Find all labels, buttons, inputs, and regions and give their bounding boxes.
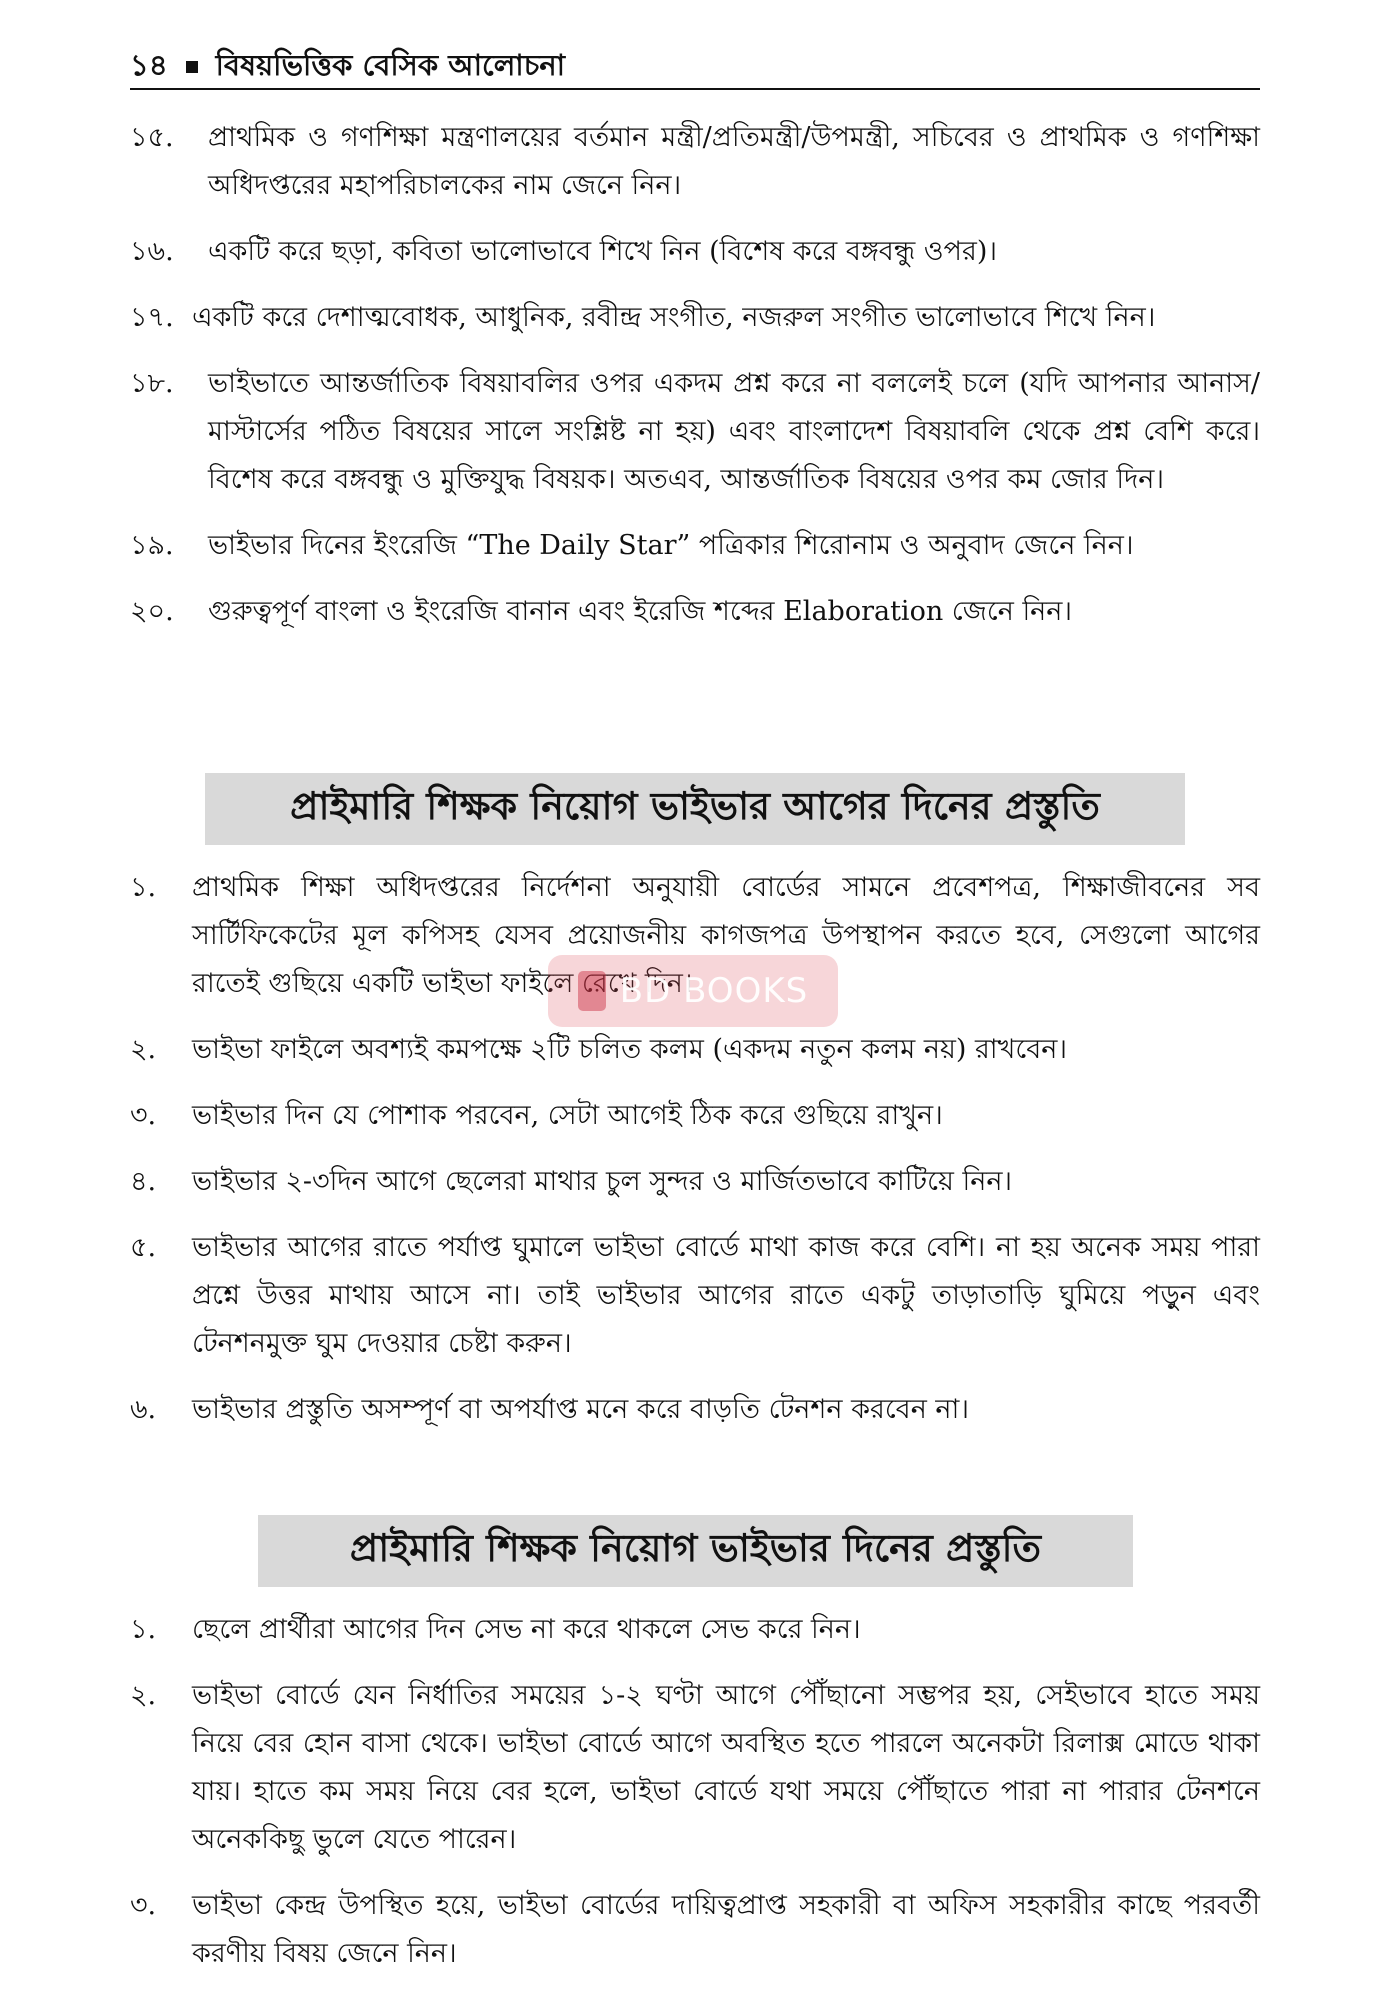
- item-number: ২.: [130, 1034, 157, 1065]
- item-number: ১৫.: [130, 122, 174, 153]
- item-number: ৬.: [130, 1394, 157, 1425]
- item-number: ১.: [130, 872, 157, 903]
- list-item: [0, 1092, 1375, 1140]
- list-pre-viva-preparation: [0, 864, 1375, 1452]
- item-number: ৫.: [130, 1232, 157, 1263]
- item-number: ৩.: [130, 1890, 157, 1921]
- item-text: একটি করে ছড়া, কবিতা ভালোভাবে শিখে নিন (বিশেষ করে বঙ্গবন্ধু ওপর)।: [208, 236, 998, 267]
- item-text: ভাইভার দিন যে পোশাক পরবেন, সেটা আগেই ঠিক করে গুছিয়ে রাখুন।: [192, 1100, 943, 1131]
- item-number: ২.: [130, 1680, 157, 1711]
- list-item: [0, 228, 1375, 276]
- section-title-viva-day: প্রাইমারি শিক্ষক নিয়োগ ভাইভার দিনের প্রস্তুতি: [258, 1515, 1133, 1587]
- list-tips-continued: [0, 114, 1375, 654]
- page-number: ১৪: [130, 47, 168, 82]
- list-item: [0, 294, 1375, 342]
- list-item: [0, 1158, 1375, 1206]
- list-item: [0, 1882, 1375, 1978]
- list-item: [0, 522, 1375, 570]
- item-text: প্রাথমিক ও গণশিক্ষা মন্ত্রণালয়ের বর্তমান মন্ত্রী/প্রতিমন্ত্রী/উপমন্ত্রী, সচিবের ও প্রাথমিক ও গণশিক্ষা অধিদপ্তরের মহাপরিচালকের নাম জেনে নিন।: [208, 122, 1260, 201]
- list-item: [0, 588, 1375, 636]
- item-text: একটি করে দেশাত্মবোধক, আধুনিক, রবীন্দ্র সংগীত, নজরুল সংগীত ভালোভাবে শিখে নিন।: [192, 302, 1156, 333]
- item-number: ৩.: [130, 1100, 157, 1131]
- item-text: ভাইভার দিনের ইংরেজি “The Daily Star” পত্রিকার শিরোনাম ও অনুবাদ জেনে নিন।: [208, 530, 1134, 561]
- item-text: ভাইভার আগের রাতে পর্যাপ্ত ঘুমালে ভাইভা বোর্ডে মাথা কাজ করে বেশি। না হয় অনেক সময় পারা প্রশ্নে উত্তর মাথায় আসে না। তাই ভাইভার আগের রাতে একটু তাড়াতাড়ি ঘুমিয়ে পড়ুন এবং টেনশনমুক্ত ঘুম দেওয়ার চেষ্টা করুন।: [192, 1232, 1260, 1359]
- item-text: ভাইভা বোর্ডে যেন নির্ধাতির সময়ের ১-২ ঘণ্টা আগে পৌঁছানো সম্ভপর হয়, সেইভাবে হাতে সময় নিয়ে বের হোন বাসা থেকে। ভাইভা বোর্ডে আগে অবস্থিত হতে পারলে অনেকটা রিলাক্স মোডে থাকা যায়। হাতে কম সময় নিয়ে বের হলে, ভাইভা বোর্ডে যথা সময়ে পৌঁছাতে পারা না পারার টেনশনে অনেককিছু ভুলে যেতে পারেন।: [192, 1680, 1260, 1855]
- item-number: ১৭.: [130, 302, 174, 333]
- item-text: ভাইভার ২-৩দিন আগে ছেলেরা মাথার চুল সুন্দর ও মার্জিতভাবে কাটিয়ে নিন।: [192, 1166, 1013, 1197]
- item-text: ভাইভার প্রস্তুতি অসম্পূর্ণ বা অপর্যাপ্ত মনে করে বাড়তি টেনশন করবেন না।: [192, 1394, 970, 1425]
- watermark: [548, 955, 838, 1027]
- item-text: ভাইভা ফাইলে অবশ্যই কমপক্ষে ২টি চলিত কলম (একদম নতুন কলম নয়) রাখবেন।: [192, 1034, 1068, 1065]
- list-item: [0, 114, 1375, 210]
- item-text: ভাইভাতে আন্তর্জাতিক বিষয়াবলির ওপর একদম প্রশ্ন করে না বললেই চলে (যদি আপনার আনাস/মাস্টার্সের পঠিত বিষয়ের সালে সংশ্লিষ্ট না হয়) এবং বাংলাদেশ বিষয়াবলি থেকে প্রশ্ন বেশি করে। বিশেষ করে বঙ্গবন্ধু ও মুক্তিযুদ্ধ বিষয়ক। অতএব, আন্তর্জাতিক বিষয়ের ওপর কম জোর দিন।: [208, 368, 1260, 495]
- list-item: [0, 1386, 1375, 1434]
- list-item: [0, 1606, 1375, 1654]
- item-text: ছেলে প্রার্থীরা আগের দিন সেভ না করে থাকলে সেভ করে নিন।: [192, 1614, 861, 1645]
- item-number: ১৮.: [130, 368, 174, 399]
- list-viva-day-preparation: [0, 1606, 1375, 1996]
- watermark-text: BD BOOKS: [619, 971, 809, 1011]
- list-item: [0, 1224, 1375, 1368]
- book-icon: [578, 971, 606, 1011]
- list-item: [0, 360, 1375, 504]
- item-text: ভাইভা কেন্দ্র উপস্থিত হয়ে, ভাইভা বোর্ডের দায়িত্বপ্রাপ্ত সহকারী বা অফিস সহকারীর কাছে পরবর্তী করণীয় বিষয় জেনে নিন।: [192, 1890, 1260, 1969]
- list-item: [0, 1672, 1375, 1864]
- item-number: ১৯.: [130, 530, 174, 561]
- square-bullet-icon: [186, 61, 198, 73]
- item-text: গুরুত্বপূর্ণ বাংলা ও ইংরেজি বানান এবং ইরেজি শব্দের Elaboration জেনে নিন।: [208, 596, 1073, 627]
- running-header: [130, 46, 1260, 90]
- item-number: ২০.: [130, 596, 174, 627]
- list-item: [0, 1026, 1375, 1074]
- item-number: ১৬.: [130, 236, 174, 267]
- item-number: ১.: [130, 1614, 157, 1645]
- item-number: ৪.: [130, 1166, 157, 1197]
- header-title: বিষয়ভিত্তিক বেসিক আলোচনা: [215, 47, 566, 82]
- item-text: প্রাথমিক শিক্ষা অধিদপ্তরের নির্দেশনা অনুযায়ী বোর্ডের সামনে প্রবেশপত্র, শিক্ষাজীবনের সব সার্টিফিকেটের মূল কপিসহ যেসব প্রয়োজনীয় কাগজপত্র উপস্থাপন করতে হবে, সেগুলো আগের রাতেই গুছিয়ে একটি ভাইভা ফাইলে রেখে দিন।: [192, 872, 1260, 999]
- section-title-pre-viva: প্রাইমারি শিক্ষক নিয়োগ ভাইভার আগের দিনের প্রস্তুতি: [205, 773, 1185, 845]
